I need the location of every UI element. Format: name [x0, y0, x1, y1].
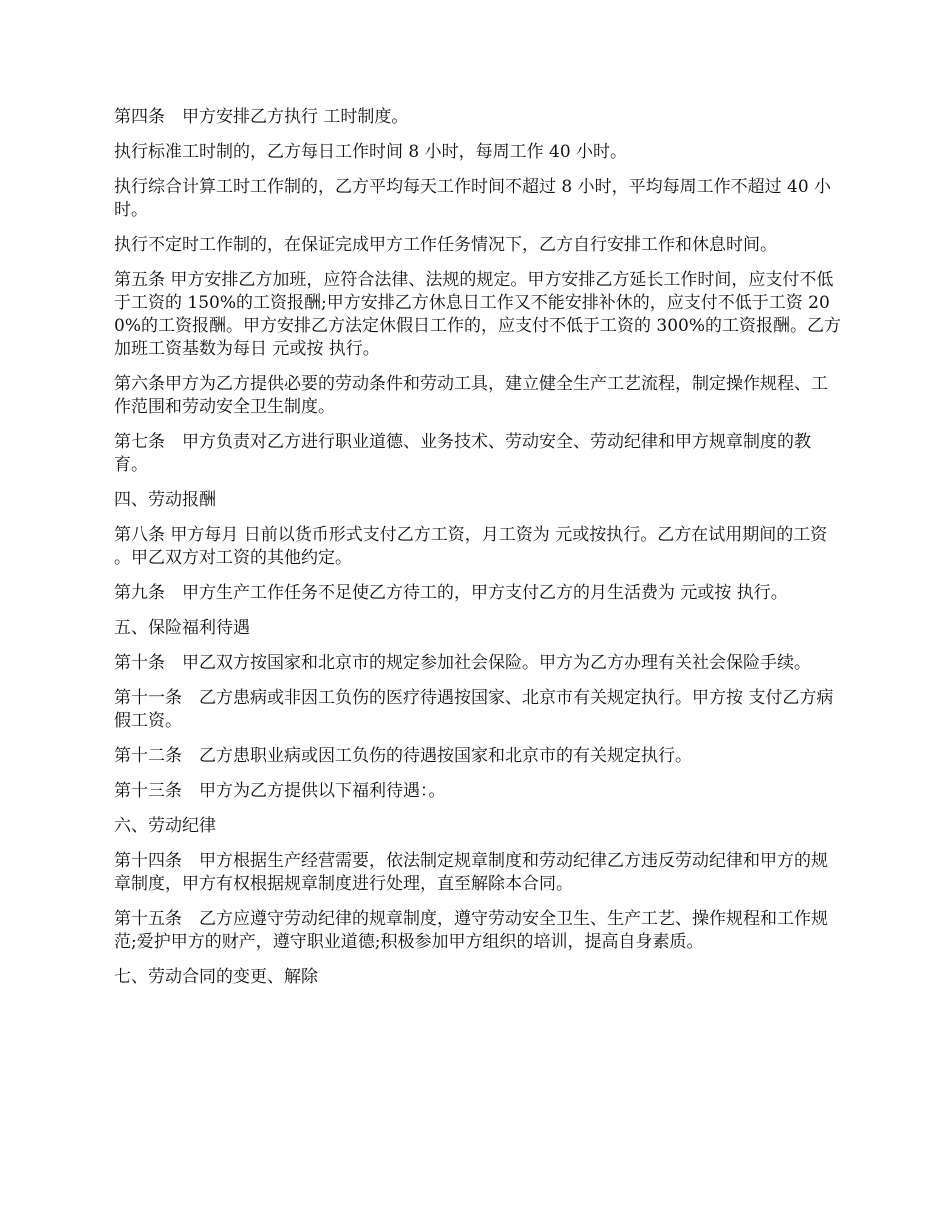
article-13-benefits: 第十三条 甲方为乙方提供以下福利待遇：。: [114, 781, 446, 801]
article-10-social-insurance: 第十条 甲乙双方按国家和北京市的规定参加社会保险。甲方为乙方办理有关社会保险手续。: [114, 653, 811, 673]
article-9-standby-pay: 第九条 甲方生产工作任务不足使乙方待工的，甲方支付乙方的月生活费为 元或按 执行。: [114, 583, 788, 603]
article-5-overtime: 第五条 甲方安排乙方加班，应符合法律、法规的规定。甲方安排乙方延长工作时间，应支付不低于工资的 150%的工资报酬;甲方安排乙方休息日工作又不能安排补休的，应支付不低于工资 200%的工资报酬。甲方安排乙方法定休假日工作的，应支付不低于工资的 300%的工资报酬。乙方加班工资基数为每日 元或按 执行。: [114, 270, 841, 359]
article-15-compliance: 第十五条 乙方应遵守劳动纪律的规章制度，遵守劳动安全卫生、生产工艺、操作规程和工作规范;爱护甲方的财产，遵守职业道德;积极参加甲方组织的培训，提高自身素质。: [114, 909, 828, 952]
section-heading-insurance: 五、保险福利待遇: [114, 618, 250, 638]
section-heading-remuneration: 四、劳动报酬: [114, 490, 216, 510]
section-heading-discipline: 六、劳动纪律: [114, 816, 216, 836]
standard-hours-paragraph: 执行标准工时制的，乙方每日工作时间 8 小时，每周工作 40 小时。: [114, 142, 628, 162]
article-6-working-conditions: 第六条甲方为乙方提供必要的劳动条件和劳动工具，建立健全生产工艺流程，制定操作规程、工作范围和劳动安全卫生制度。: [114, 374, 828, 417]
section-heading-contract-changes: 七、劳动合同的变更、解除: [114, 967, 318, 987]
comprehensive-hours-paragraph: 执行综合计算工时工作制的，乙方平均每天工作时间不超过 8 小时，平均每周工作不超过 40 小时。: [114, 177, 832, 220]
article-11-sick-leave: 第十一条 乙方患病或非因工负伤的医疗待遇按国家、北京市有关规定执行。甲方按 支付乙方病假工资。: [114, 688, 834, 731]
article-8-wages: 第八条 甲方每月 日前以货币形式支付乙方工资，月工资为 元或按执行。乙方在试用期间的工资 。甲乙双方对工资的其他约定。: [114, 525, 833, 568]
article-12-occupational-injury: 第十二条 乙方患职业病或因工负伤的待遇按国家和北京市的有关规定执行。: [114, 746, 692, 766]
article-4-working-hours: 第四条 甲方安排乙方执行 工时制度。: [114, 107, 409, 127]
flexible-hours-paragraph: 执行不定时工作制的，在保证完成甲方工作任务情况下，乙方自行安排工作和休息时间。: [114, 235, 777, 255]
article-7-education: 第七条 甲方负责对乙方进行职业道德、业务技术、劳动安全、劳动纪律和甲方规章制度的教育。: [114, 432, 811, 475]
article-14-rules: 第十四条 甲方根据生产经营需要，依法制定规章制度和劳动纪律乙方违反劳动纪律和甲方的规章制度，甲方有权根据规章制度进行处理，直至解除本合同。: [114, 851, 828, 894]
document-page: [114, 106, 842, 1001]
